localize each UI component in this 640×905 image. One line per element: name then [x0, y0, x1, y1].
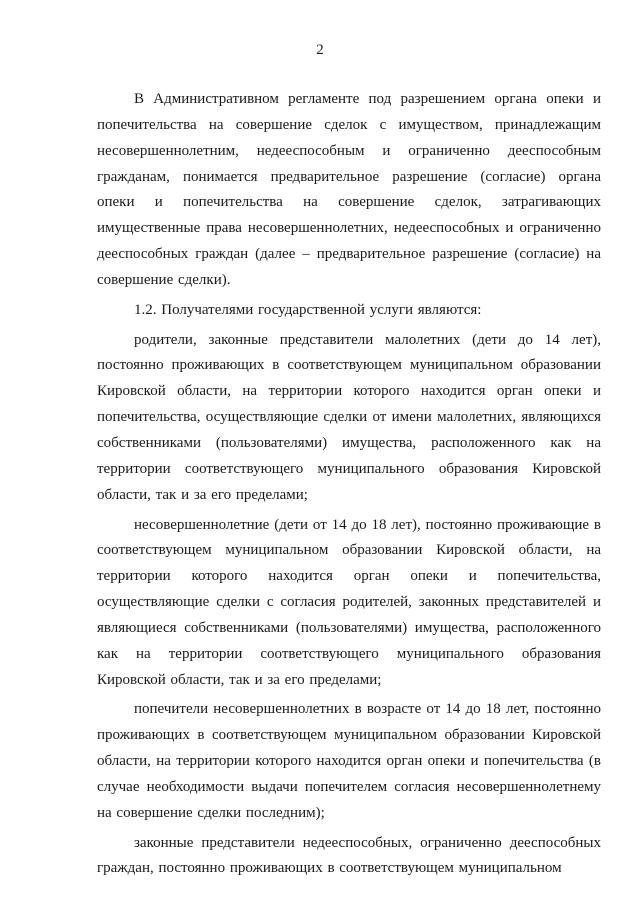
document-body [97, 87, 601, 882]
paragraph-parents: родители, законные представители малолетних (дети до 14 лет), постоянно проживающих в соответствующем муниципальном образовании Кировской области, на территории которого находится орган опеки и попечительства, осуществляющие сделки от имени малолетних, являющихся собственниками (пользователями) имущества, расположенного как на территории соответствующего муниципального образования Кировской области, так и за его пределами; [97, 331, 601, 503]
paragraph-definition: В Административном регламенте под разрешением органа опеки и попечительства на совершение сделок с имуществом, принадлежащим несовершеннолетним, недееспособным и ограниченно дееспособным гражданам, понимается предварительное разрешение (согласие) органа опеки и попечительства на совершение сделок, затрагивающих имущественные права несовершеннолетних, недееспособных и ограниченно дееспособных граждан (далее – предварительное разрешение (согласие) на совершение сделки). [97, 91, 601, 288]
paragraph-minors: несовершеннолетние (дети от 14 до 18 лет), постоянно проживающие в соответствующем муниципальном образовании Кировской области, на территории которого находится орган опеки и попечительства, осуществляющие сделки с согласия родителей, законных представителей и являющиеся собственниками (пользователями) имущества, расположенного как на территории соответствующего муниципального образования Кировской области, так и за его пределами; [97, 516, 601, 688]
paragraph-guardians: попечители несовершеннолетних в возрасте от 14 до 18 лет, постоянно проживающих в соответствующем муниципальном образовании Кировской области, на территории которого находится орган опеки и попечительства (в случае необходимости выдачи попечителем согласия несовершеннолетнему на совершение сделки последним); [97, 701, 601, 821]
paragraph-legal-representatives: законные представители недееспособных, ограниченно дееспособных граждан, постоянно проживающих в соответствующем муниципальном [97, 834, 601, 877]
paragraph-recipients-heading: 1.2. Получателями государственной услуги являются: [134, 301, 482, 318]
page-number: 2 [316, 42, 324, 58]
